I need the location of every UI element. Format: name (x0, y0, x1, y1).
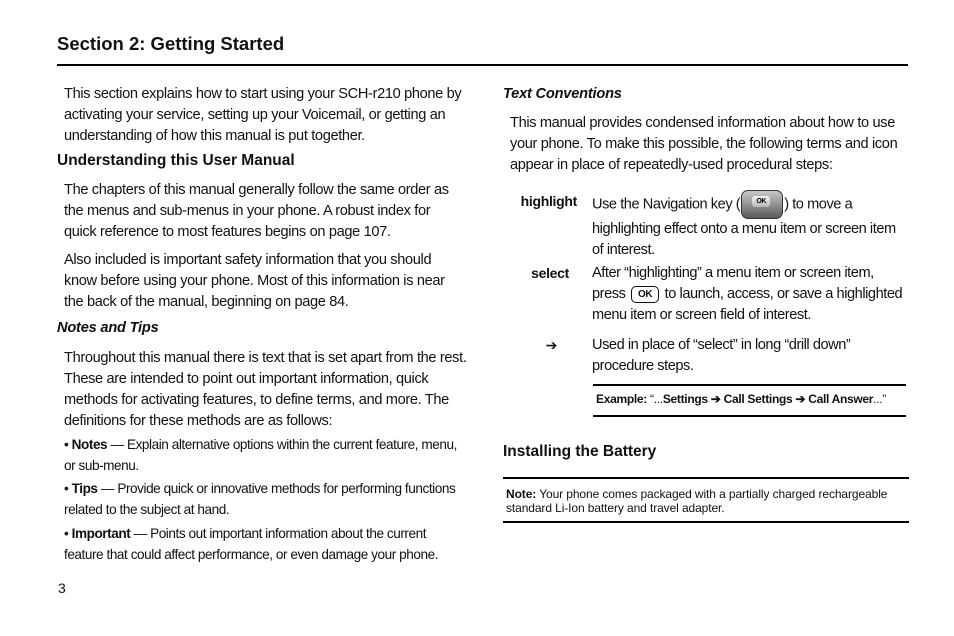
battery-note (506, 487, 906, 515)
term-highlight: highlight (520, 193, 577, 209)
note-label: Note: (506, 487, 537, 501)
understanding-heading: Understanding this User Manual (57, 152, 295, 169)
page-number: 3 (58, 580, 66, 596)
bullet-important: • Important — Points out important information about the current feature that could affect performance, or even damage your phone. (64, 526, 439, 562)
notes-tips-heading: Notes and Tips (57, 320, 159, 336)
example-top-rule (593, 384, 906, 386)
bullet-notes-text: — Explain alternative options within the current feature, menu, or sub-menu. (64, 437, 457, 473)
definition-highlight (592, 190, 908, 261)
select-def-post: to launch, access, or save a highlighted menu item or screen field of interest. (592, 286, 903, 323)
text-conventions-heading: Text Conventions (503, 86, 622, 102)
arrow-icon: ➔ (545, 337, 557, 353)
bullet-tips: • Tips — Provide quick or innovative methods for performing functions related to the subject at hand. (64, 481, 456, 517)
title-rule (57, 64, 908, 66)
definition-arrow: Used in place of “select” in long “drill down” procedure steps. (592, 337, 851, 374)
battery-heading: Installing the Battery (503, 443, 657, 460)
example-label: Example: (596, 392, 647, 406)
example-bottom-rule (593, 415, 906, 417)
understanding-paragraph-1: The chapters of this manual generally follow the same order as the menus and sub-menus in your phone. A robust index for quick reference to most features begins on page 107. (64, 182, 449, 240)
bullet-notes-term: Notes (71, 437, 108, 452)
example-call-settings: Call Settings (723, 392, 793, 406)
definition-select (592, 263, 908, 326)
example-settings: Settings (662, 392, 708, 406)
example-arrow-2: ➔ (792, 392, 809, 406)
understanding-paragraph-2: Also included is important safety information that you should know before using your phone. Most of this information is near the back of the manual, beginning on page 84. (64, 252, 445, 310)
select-def-pre: After “highlighting” a menu item or screen item, press (592, 265, 874, 302)
example-line (596, 392, 886, 406)
section-title: Section 2: Getting Started (57, 33, 285, 54)
example-arrow-1: ➔ (707, 392, 724, 406)
example-call-answer: Call Answer (808, 392, 874, 406)
intro-paragraph: This section explains how to start using your SCH-r210 phone by activating your service, setting up your Voicemail, or getting an understanding of how this manual is put together. (64, 86, 462, 144)
bullet-notes: • Notes — Explain alternative options within the current feature, menu, or sub-menu. (64, 437, 457, 473)
ok-key-icon: OK (631, 286, 659, 303)
navigation-key-icon (741, 190, 783, 219)
note-text: Your phone comes packaged with a partially charged rechargeable standard Li-Ion battery and travel adapter. (506, 487, 888, 515)
highlight-def-post: ) to move a highlighting effect onto a menu item or screen item of interest. (592, 196, 896, 258)
text-conventions-paragraph: This manual provides condensed information about how to use your phone. To make this possible, the following terms and icon appear in place of repeatedly-used procedural steps: (510, 115, 898, 173)
bullet-tips-term: Tips (71, 481, 98, 496)
bullet-tips-text: — Provide quick or innovative methods for performing functions related to the subject at hand. (64, 481, 456, 517)
navigation-key-ok-label: OK (752, 196, 770, 207)
bullet-important-text: — Points out important information about the current feature that could affect performance, or even damage your phone. (64, 526, 439, 562)
note-bottom-rule (503, 521, 909, 523)
notes-tips-paragraph: Throughout this manual there is text that is set apart from the rest. These are intended to point out important information, quick methods for activating features, to define terms, and more. The definitions for these methods are as follows: (64, 350, 467, 429)
note-top-rule (503, 477, 909, 479)
example-open-quote: “... (646, 392, 663, 406)
term-select: select (531, 265, 569, 281)
bullet-important-term: Important (71, 526, 131, 541)
highlight-def-pre: Use the Navigation key ( (592, 196, 741, 213)
example-close-quote: ...” (873, 392, 886, 406)
